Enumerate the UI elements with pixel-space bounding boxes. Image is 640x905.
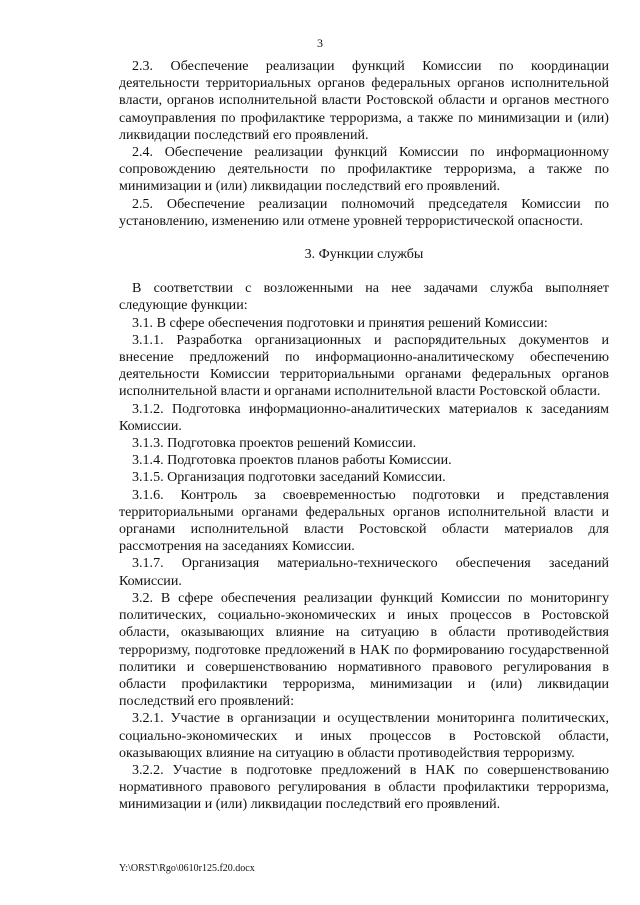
- paragraph-3-1: 3.1. В сфере обеспечения подготовки и принятия решений Комиссии:: [132, 314, 548, 331]
- paragraph-3-2: 3.2. В сфере обеспечения реализации функций Комиссии по мониторингу политических, социально-экономических и иных процессов в Ростовской области, оказывающих влияние на ситуацию в области противодействия терроризму, подготовке предложений в НАК по формированию государственной политики и совершенствованию нормативного правового регулирования в области профилактики терроризма, минимизации и (или) ликвидации последствий его проявлений:: [119, 589, 609, 710]
- paragraph-3-1-1: 3.1.1. Разработка организационных и распорядительных документов и внесение предложений по информационно-аналитическому обеспечению деятельности Комиссии территориальными органами федеральных органов исполнительной власти и органами исполнительной власти Ростовской области.: [119, 331, 609, 400]
- paragraph-3-1-4: 3.1.4. Подготовка проектов планов работы Комиссии.: [132, 452, 452, 469]
- page-number: 3: [317, 36, 323, 50]
- paragraph-3-1-2: 3.1.2. Подготовка информационно-аналитических материалов к заседаниям Комиссии.: [119, 400, 609, 434]
- paragraph-2-3: 2.3. Обеспечение реализации функций Комиссии по координации деятельности территориальных органов федеральных органов исполнительной власти, органов исполнительной власти Ростовской области и органов местного самоуправления по профилактике терроризма, а также по минимизации и (или) ликвидации последствий его проявлений.: [119, 58, 609, 143]
- section-heading: 3. Функции службы: [304, 246, 424, 263]
- footer-file-path: Y:\ORST\Rgo\0610r125.f20.docx: [119, 863, 255, 874]
- paragraph-3-1-3: 3.1.3. Подготовка проектов решений Комиссии.: [132, 435, 417, 452]
- paragraph-3-2-2: 3.2.2. Участие в подготовке предложений в НАК по совершенствованию нормативного правового регулирования в области профилактики терроризма, минимизации и (или) ликвидации последствий его проявлений.: [119, 761, 609, 813]
- paragraph-intro: В соответствии с возложенными на нее задачами служба выполняет следующие функции:: [119, 280, 609, 314]
- paragraph-3-1-6: 3.1.6. Контроль за своевременностью подготовки и представления территориальными органами федеральных органов исполнительной власти и органами исполнительной власти Ростовской области материалов для рассмотрения на заседаниях Комиссии.: [119, 486, 609, 555]
- paragraph-3-1-7: 3.1.7. Организация материально-технического обеспечения заседаний Комиссии.: [119, 555, 609, 589]
- paragraph-2-5: 2.5. Обеспечение реализации полномочий председателя Комиссии по установлению, изменению или отмене уровней террористической опасности.: [119, 195, 609, 229]
- paragraph-2-4: 2.4. Обеспечение реализации функций Комиссии по информационному сопровождению деятельности по профилактике терроризма, а также по минимизации и (или) ликвидации последствий его проявлений.: [119, 144, 609, 195]
- document-body: [119, 58, 609, 814]
- paragraph-3-1-5: 3.1.5. Организация подготовки заседаний Комиссии.: [132, 469, 446, 486]
- paragraph-3-2-1: 3.2.1. Участие в организации и осуществлении мониторинга политических, социально-экономических и иных процессов в Ростовской области, оказывающих влияние на ситуацию в области противодействия терроризму.: [119, 710, 609, 761]
